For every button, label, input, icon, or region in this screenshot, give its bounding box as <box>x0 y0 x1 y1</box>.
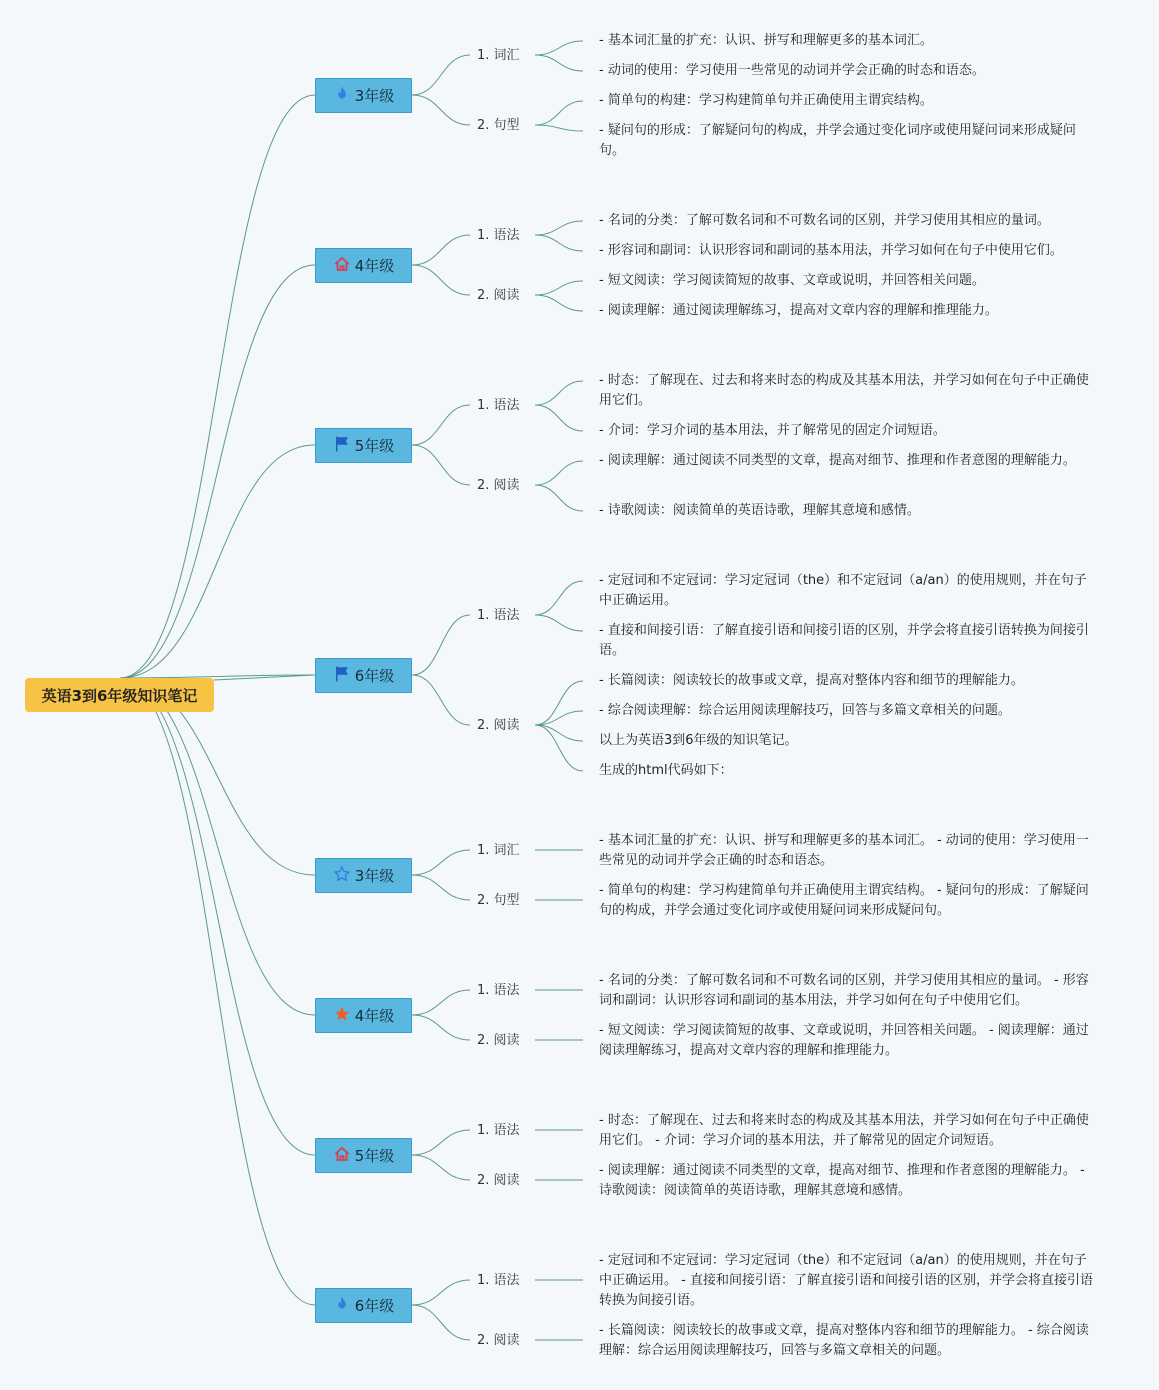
grade-to-category-link <box>412 1130 470 1155</box>
grade-to-category-link <box>412 1305 470 1340</box>
note-item[interactable]: - 综合阅读理解：综合运用阅读理解技巧，回答与多篇文章相关的问题。 <box>599 703 1011 718</box>
category-label[interactable]: 1. 语法 <box>477 608 520 623</box>
note-item[interactable]: - 短文阅读：学习阅读简短的故事、文章或说明，并回答相关问题。 - 阅读理解：通过阅读理解练习，提高对文章内容的理解和推理能力。 <box>599 1023 1089 1058</box>
root-to-grade-link <box>120 95 315 678</box>
category-to-note-link <box>535 55 583 71</box>
category-label[interactable]: 1. 语法 <box>477 983 520 998</box>
grade-to-category-link <box>412 265 470 295</box>
category-label[interactable]: 2. 阅读 <box>477 478 520 493</box>
grade-node-4[interactable] <box>315 658 412 693</box>
note-item[interactable]: - 诗歌阅读：阅读简单的英语诗歌，理解其意境和感情。 <box>599 503 920 518</box>
category-label[interactable]: 1. 语法 <box>477 1123 520 1138</box>
note-item[interactable]: 生成的html代码如下： <box>599 763 733 778</box>
grade-to-category-link <box>412 95 470 125</box>
star-filled-icon <box>333 1005 351 1027</box>
note-item[interactable]: - 介词：学习介词的基本用法，并了解常见的固定介词短语。 <box>599 423 946 438</box>
note-item[interactable]: - 定冠词和不定冠词：学习定冠词（the）和不定冠词（a/an）的使用规则，并在句子中正确运用。 <box>599 573 1087 608</box>
category-label[interactable]: 1. 词汇 <box>477 48 520 63</box>
note-item[interactable]: - 短文阅读：学习阅读简短的故事、文章或说明，并回答相关问题。 <box>599 273 985 288</box>
category-label[interactable]: 2. 阅读 <box>477 1033 520 1048</box>
category-to-note-link <box>535 581 583 615</box>
grade-to-category-link <box>412 990 470 1015</box>
category-to-note-link <box>535 221 583 235</box>
grade-node-3[interactable] <box>315 428 412 463</box>
root-to-grade-link <box>120 678 315 1015</box>
category-label[interactable]: 2. 阅读 <box>477 1333 520 1348</box>
grade-label: 4年级 <box>354 1007 395 1025</box>
note-item[interactable]: - 阅读理解：通过阅读不同类型的文章，提高对细节、推理和作者意图的理解能力。 - 诗歌阅读：阅读简单的英语诗歌，理解其意境和感情。 <box>599 1163 1085 1198</box>
category-to-note-link <box>535 101 583 125</box>
grade-to-category-link <box>412 1155 470 1180</box>
note-item[interactable]: - 形容词和副词：认识形容词和副词的基本用法，并学习如何在句子中使用它们。 <box>599 243 1063 258</box>
note-item[interactable]: - 疑问句的形成：了解疑问句的构成，并学会通过变化词序或使用疑问词来形成疑问句。 <box>599 123 1076 158</box>
grade-to-category-link <box>412 850 470 875</box>
grade-label: 6年级 <box>354 667 395 685</box>
category-to-note-link <box>535 41 583 55</box>
note-item[interactable]: - 基本词汇量的扩充：认识、拼写和理解更多的基本词汇。 <box>599 33 933 48</box>
grade-to-category-link <box>412 675 470 725</box>
note-item[interactable]: - 名词的分类：了解可数名词和不可数名词的区别，并学习使用其相应的量词。 <box>599 213 1050 228</box>
flag-icon <box>333 665 351 687</box>
fire-icon <box>333 85 351 107</box>
category-label[interactable]: 2. 阅读 <box>477 1173 520 1188</box>
home-icon <box>333 255 351 277</box>
home-icon <box>333 1145 351 1167</box>
note-item[interactable]: - 简单句的构建：学习构建简单句并正确使用主谓宾结构。 <box>599 93 933 108</box>
note-item[interactable]: - 名词的分类：了解可数名词和不可数名词的区别，并学习使用其相应的量词。 - 形容词和副词：认识形容词和副词的基本用法，并学习如何在句子中使用它们。 <box>599 973 1089 1008</box>
category-to-note-link <box>535 381 583 405</box>
category-to-note-link <box>535 295 583 311</box>
root-to-grade-link <box>120 265 315 678</box>
category-label[interactable]: 2. 阅读 <box>477 718 520 733</box>
category-label[interactable]: 1. 语法 <box>477 1273 520 1288</box>
grade-to-category-link <box>412 875 470 900</box>
root-to-grade-link <box>120 678 315 1155</box>
note-item[interactable]: - 阅读理解：通过阅读理解练习，提高对文章内容的理解和推理能力。 <box>599 303 998 318</box>
category-label[interactable]: 1. 语法 <box>477 398 520 413</box>
category-to-note-link <box>535 461 583 485</box>
category-to-note-link <box>535 125 583 131</box>
note-item[interactable]: - 定冠词和不定冠词：学习定冠词（the）和不定冠词（a/an）的使用规则，并在句子中正确运用。 - 直接和间接引语：了解直接引语和间接引语的区别，并学会将直接引语转换为间接引语。 <box>599 1253 1093 1308</box>
grade-node-7[interactable] <box>315 1138 412 1173</box>
note-item[interactable]: - 动词的使用：学习使用一些常见的动词并学会正确的时态和语态。 <box>599 63 985 78</box>
note-item[interactable]: - 长篇阅读：阅读较长的故事或文章，提高对整体内容和细节的理解能力。 <box>599 673 1024 688</box>
grade-label: 3年级 <box>354 867 395 885</box>
category-label[interactable]: 2. 句型 <box>477 893 520 908</box>
flag-icon <box>333 435 351 457</box>
note-item[interactable]: - 基本词汇量的扩充：认识、拼写和理解更多的基本词汇。 - 动词的使用：学习使用一些常见的动词并学会正确的时态和语态。 <box>599 833 1089 868</box>
root-to-grade-link <box>120 678 315 1305</box>
category-to-note-link <box>535 405 583 431</box>
note-item[interactable]: - 直接和间接引语：了解直接引语和间接引语的区别，并学会将直接引语转换为间接引语。 <box>599 623 1089 658</box>
category-label[interactable]: 1. 词汇 <box>477 843 520 858</box>
note-item[interactable]: - 时态：了解现在、过去和将来时态的构成及其基本用法，并学习如何在句子中正确使用它们。 - 介词：学习介词的基本用法，并了解常见的固定介词短语。 <box>599 1113 1089 1148</box>
grade-label: 6年级 <box>354 1297 395 1315</box>
fire-icon <box>333 1295 351 1317</box>
note-item[interactable]: 以上为英语3到6年级的知识笔记。 <box>599 733 798 748</box>
grade-label: 3年级 <box>354 87 395 105</box>
grade-node-2[interactable] <box>315 248 412 283</box>
category-to-note-link <box>535 725 583 741</box>
grade-to-category-link <box>412 235 470 265</box>
grade-to-category-link <box>412 1015 470 1040</box>
grade-to-category-link <box>412 445 470 485</box>
grade-label: 5年级 <box>354 437 395 455</box>
category-to-note-link <box>535 615 583 631</box>
grade-node-5[interactable] <box>315 858 412 893</box>
grade-label: 4年级 <box>354 257 395 275</box>
star-outline-icon <box>333 865 351 887</box>
note-item[interactable]: - 简单句的构建：学习构建简单句并正确使用主谓宾结构。 - 疑问句的形成：了解疑问句的构成，并学会通过变化词序或使用疑问词来形成疑问句。 <box>599 883 1089 918</box>
grade-node-8[interactable] <box>315 1288 412 1323</box>
category-to-note-link <box>535 235 583 251</box>
grade-label: 5年级 <box>354 1147 395 1165</box>
category-to-note-link <box>535 725 583 771</box>
grade-to-category-link <box>412 55 470 95</box>
category-label[interactable]: 2. 句型 <box>477 118 520 133</box>
root-to-grade-link <box>120 445 315 678</box>
grade-to-category-link <box>412 1280 470 1305</box>
category-to-note-link <box>535 281 583 295</box>
root-topic[interactable]: 英语3到6年级知识笔记 <box>25 678 214 712</box>
note-item[interactable]: - 时态：了解现在、过去和将来时态的构成及其基本用法，并学习如何在句子中正确使用它们。 <box>599 373 1089 408</box>
grade-node-1[interactable] <box>315 78 412 113</box>
category-to-note-link <box>535 485 583 511</box>
category-label[interactable]: 2. 阅读 <box>477 288 520 303</box>
note-item[interactable]: - 阅读理解：通过阅读不同类型的文章，提高对细节、推理和作者意图的理解能力。 <box>599 453 1076 468</box>
grade-node-6[interactable] <box>315 998 412 1033</box>
category-label[interactable]: 1. 语法 <box>477 228 520 243</box>
grade-to-category-link <box>412 405 470 445</box>
grade-to-category-link <box>412 615 470 675</box>
note-item[interactable]: - 长篇阅读：阅读较长的故事或文章，提高对整体内容和细节的理解能力。 - 综合阅读理解：综合运用阅读理解技巧，回答与多篇文章相关的问题。 <box>599 1323 1089 1358</box>
